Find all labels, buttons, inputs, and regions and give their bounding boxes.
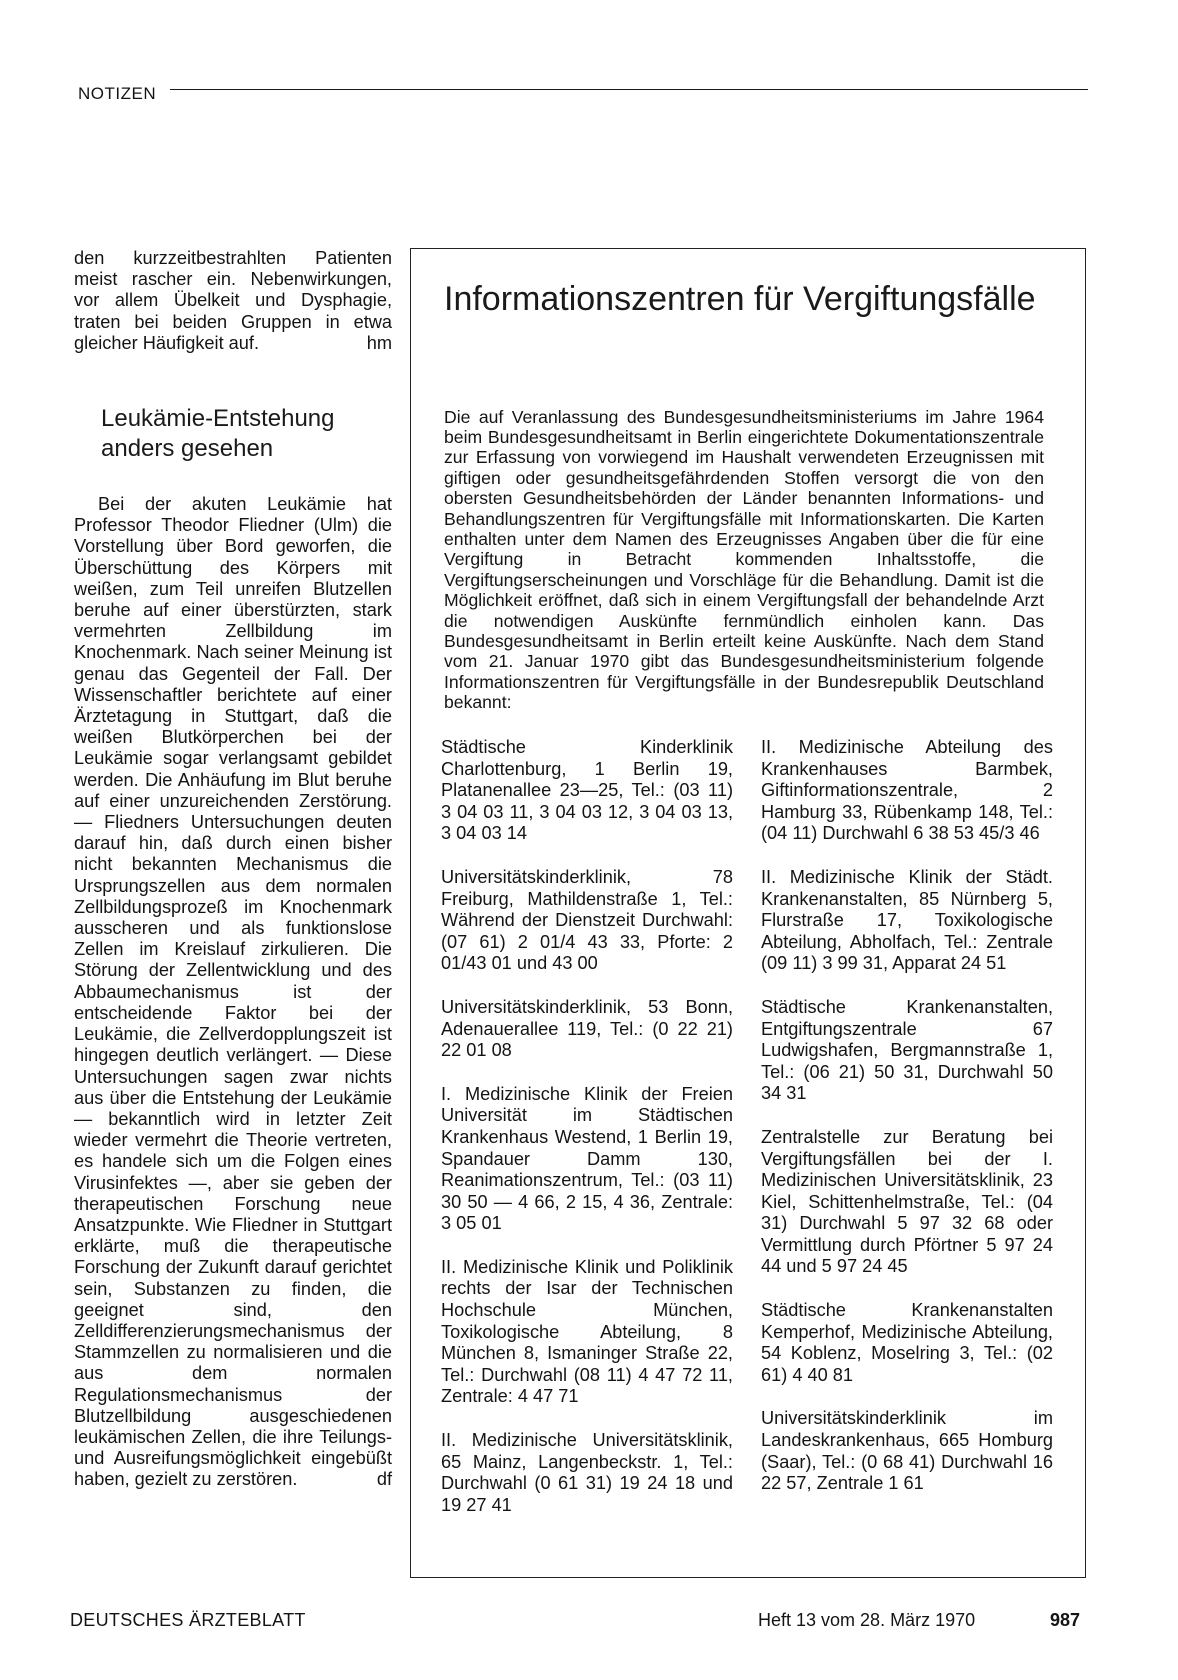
center-entry: Städtische Kinderklinik Charlottenburg, 1 Berlin 19, Platanenallee 23—25, Tel.: (03 11) 3 04 03 11, 3 04 03 12, 3 04 03 13, 3 04 03 14 <box>441 737 733 844</box>
page-header <box>78 84 1088 104</box>
continuation-signature: hm <box>366 332 392 353</box>
center-entry: Städtische Krankenanstalten, Entgiftungszentrale 67 Ludwigshafen, Bergmannstraße 1, Tel.: (06 21) 50 31, Durchwahl 50 34 31 <box>761 996 1053 1104</box>
centers-right-column <box>761 737 1053 1517</box>
article-text: Bei der akuten Leukämie hat Professor Theodor Fliedner (Ulm) die Vorstellung über Bord geworfen, die Überschüttung des Körpers mit weißen, zum Teil unreifen Blutzellen beruhe auf einer überstürzten, stark vermehrten Zellbildung im Knochenmark. Nach seiner Meinung ist genau das Gegenteil der Fall. Der Wissenschaftler berichtete auf einer Ärztetagung in Stuttgart, daß die weißen Blutkörperchen bei der Leukämie sogar verlangsamt gebildet werden. Die Anhäufung im Blut beruhe auf einer unzureichenden Zerstörung. — Fliedners Untersuchungen deuten darauf hin, daß durch einen bisher nicht bekannten Mechanismus die Ursprungszellen aus dem normalen Zellbildungsprozeß im Knochenmark ausscheren und als funktionslose Zellen im Kreislauf zirkulieren. Die Störung der Zellentwicklung und des Abbaumechanismus ist der entscheidende Faktor bei der Leukämie, die Zellverdopplungszeit ist hingegen deutlich verlängert. — Diese Untersuchungen sagen zwar nichts aus über die Entstehung der Leukämie — bekanntlich wird in letzter Zeit wieder vermehrt die Theorie vertreten, es handele sich um die Folgen eines Virusinfektes —, aber sie geben der therapeutischen Forschung neue Ansatzpunkte. Wie Fliedner in Stuttgart erklärte, muß die therapeutische Forschung der Zukunft darauf gerichtet sein, Substanzen zu finden, die geeignet sind, den Zelldifferenzierungsmechanismus der Stammzellen zu normalisieren und die aus dem normalen Regulationsmechanismus der Blutzellbildung ausgeschiedenen leukämischen Zellen, die ihre Teilungs- und Ausreifungsmöglichkeit eingebüßt haben, gezielt zu zerstören. <box>74 494 392 1490</box>
box-intro: Die auf Veranlassung des Bundesgesundheitsministeriums im Jahre 1964 beim Bundesgesundheitsamt in Berlin eingerichtete Dokumentationszentrale zur Erfassung von vorwiegend im Haushalt verwendeten Erzeugnissen mit giftigen oder gesundheitsgefährdenden Stoffen versorgt die von den obersten Gesundheitsbehörden der Länder benannten Informations- und Behandlungszentren für Vergiftungsfälle mit Informationskarten. Die Karten enthalten unter dem Namen des Erzeugnisses Angaben über die für eine Vergiftung in Betracht kommenden Inhaltsstoffe, die Vergiftungserscheinungen und Vorschläge für die Behandlung. Damit ist die Möglichkeit eröffnet, daß sich in einem Vergiftungsfall der behandelnde Arzt die notwendigen Auskünfte fernmündlich einholen kann. Das Bundesgesundheitsamt in Berlin erteilt keine Auskünfte. Nach dem Stand vom 21. Januar 1970 gibt das Bundesgesundheitsministerium folgende Informationszentren für Vergiftungsfälle in der Bundesrepublik Deutschland bekannt: <box>444 406 1044 713</box>
centers-left-column <box>441 737 733 1538</box>
center-entry: II. Medizinische Universitätsklinik, 65 Mainz, Langenbeckstr. 1, Tel.: Durchwahl (0 61 31) 19 24 18 und 19 27 41 <box>441 1430 733 1515</box>
poison-centers-box <box>410 248 1086 1578</box>
continuation-text: den kurzzeitbestrahlten Patienten meist rascher ein. Nebenwirkungen, vor allem Übelkeit und Dysphagie, traten bei beiden Gruppen in etwa gleicher Häufigkeit auf. <box>74 248 392 353</box>
footer-publication: DEUTSCHES ÄRZTEBLATT <box>70 1610 306 1630</box>
footer-issue: Heft 13 vom 28. März 1970 <box>758 1610 976 1630</box>
article-signature: df <box>376 1469 392 1490</box>
center-entry: Universitätskinderklinik, 53 Bonn, Adenauerallee 119, Tel.: (0 22 21) 22 01 08 <box>441 996 733 1061</box>
article-heading: Leukämie-Entstehung anders gesehen <box>101 405 335 463</box>
center-entry: II. Medizinische Klinik und Poliklinik rechts der Isar der Technischen Hochschule München, Toxikologische Abteilung, 8 München 8, Ismaninger Straße 22, Tel.: Durchwahl (08 11) 4 47 72 11, Zentrale: 4 47 71 <box>441 1256 733 1407</box>
continuation-paragraph <box>74 248 392 354</box>
center-entry: II. Medizinische Klinik der Städt. Krankenanstalten, 85 Nürnberg 5, Flurstraße 17, Toxikologische Abteilung, Abholfach, Tel.: Zentrale (09 11) 3 99 31, Apparat 24 51 <box>761 866 1053 974</box>
box-title: Informationszentren für Vergiftungsfälle <box>444 280 1036 318</box>
center-entry: Städtische Krankenanstalten Kemperhof, Medizinische Abteilung, 54 Koblenz, Moselring 3, Tel.: (02 61) 4 40 81 <box>761 1300 1053 1385</box>
center-entry: Zentralstelle zur Beratung bei Vergiftungsfällen bei der I. Medizinischen Universitätsklinik, 23 Kiel, Schittenhelmstraße, Tel.: (04 31) Durchwahl 5 97 32 68 oder Vermittlung durch Pförtner 5 97 24 44 und 5 97 24 45 <box>761 1126 1053 1277</box>
center-entry: Universitätskinderklinik im Landeskrankenhaus, 665 Homburg (Saar), Tel.: (0 68 41) Durchwahl 16 22 57, Zentrale 1 61 <box>761 1408 1053 1494</box>
center-entry: II. Medizinische Abteilung des Krankenhauses Barmbek, Giftinformationszentrale, 2 Hamburg 33, Rübenkamp 148, Tel.: (04 11) Durchwahl 6 38 53 45/3 46 <box>761 737 1053 844</box>
section-label: NOTIZEN <box>78 84 157 103</box>
center-entry: Universitätskinderklinik, 78 Freiburg, Mathildenstraße 1, Tel.: Während der Dienstzeit Durchwahl: (07 61) 2 01/4 43 33, Pforte: 2 01/43 01 und 43 00 <box>441 866 733 974</box>
center-entry: I. Medizinische Klinik der Freien Universität im Städtischen Krankenhaus Westend, 1 Berlin 19, Spandauer Damm 130, Reanimationszentrum, Tel.: (03 11) 30 50 — 4 66, 2 15, 4 36, Zentrale: 3 05 01 <box>441 1083 733 1234</box>
page-number: 987 <box>1050 1610 1081 1630</box>
header-rule <box>170 89 1088 90</box>
left-column <box>74 248 392 1491</box>
article-paragraph <box>74 494 392 1491</box>
